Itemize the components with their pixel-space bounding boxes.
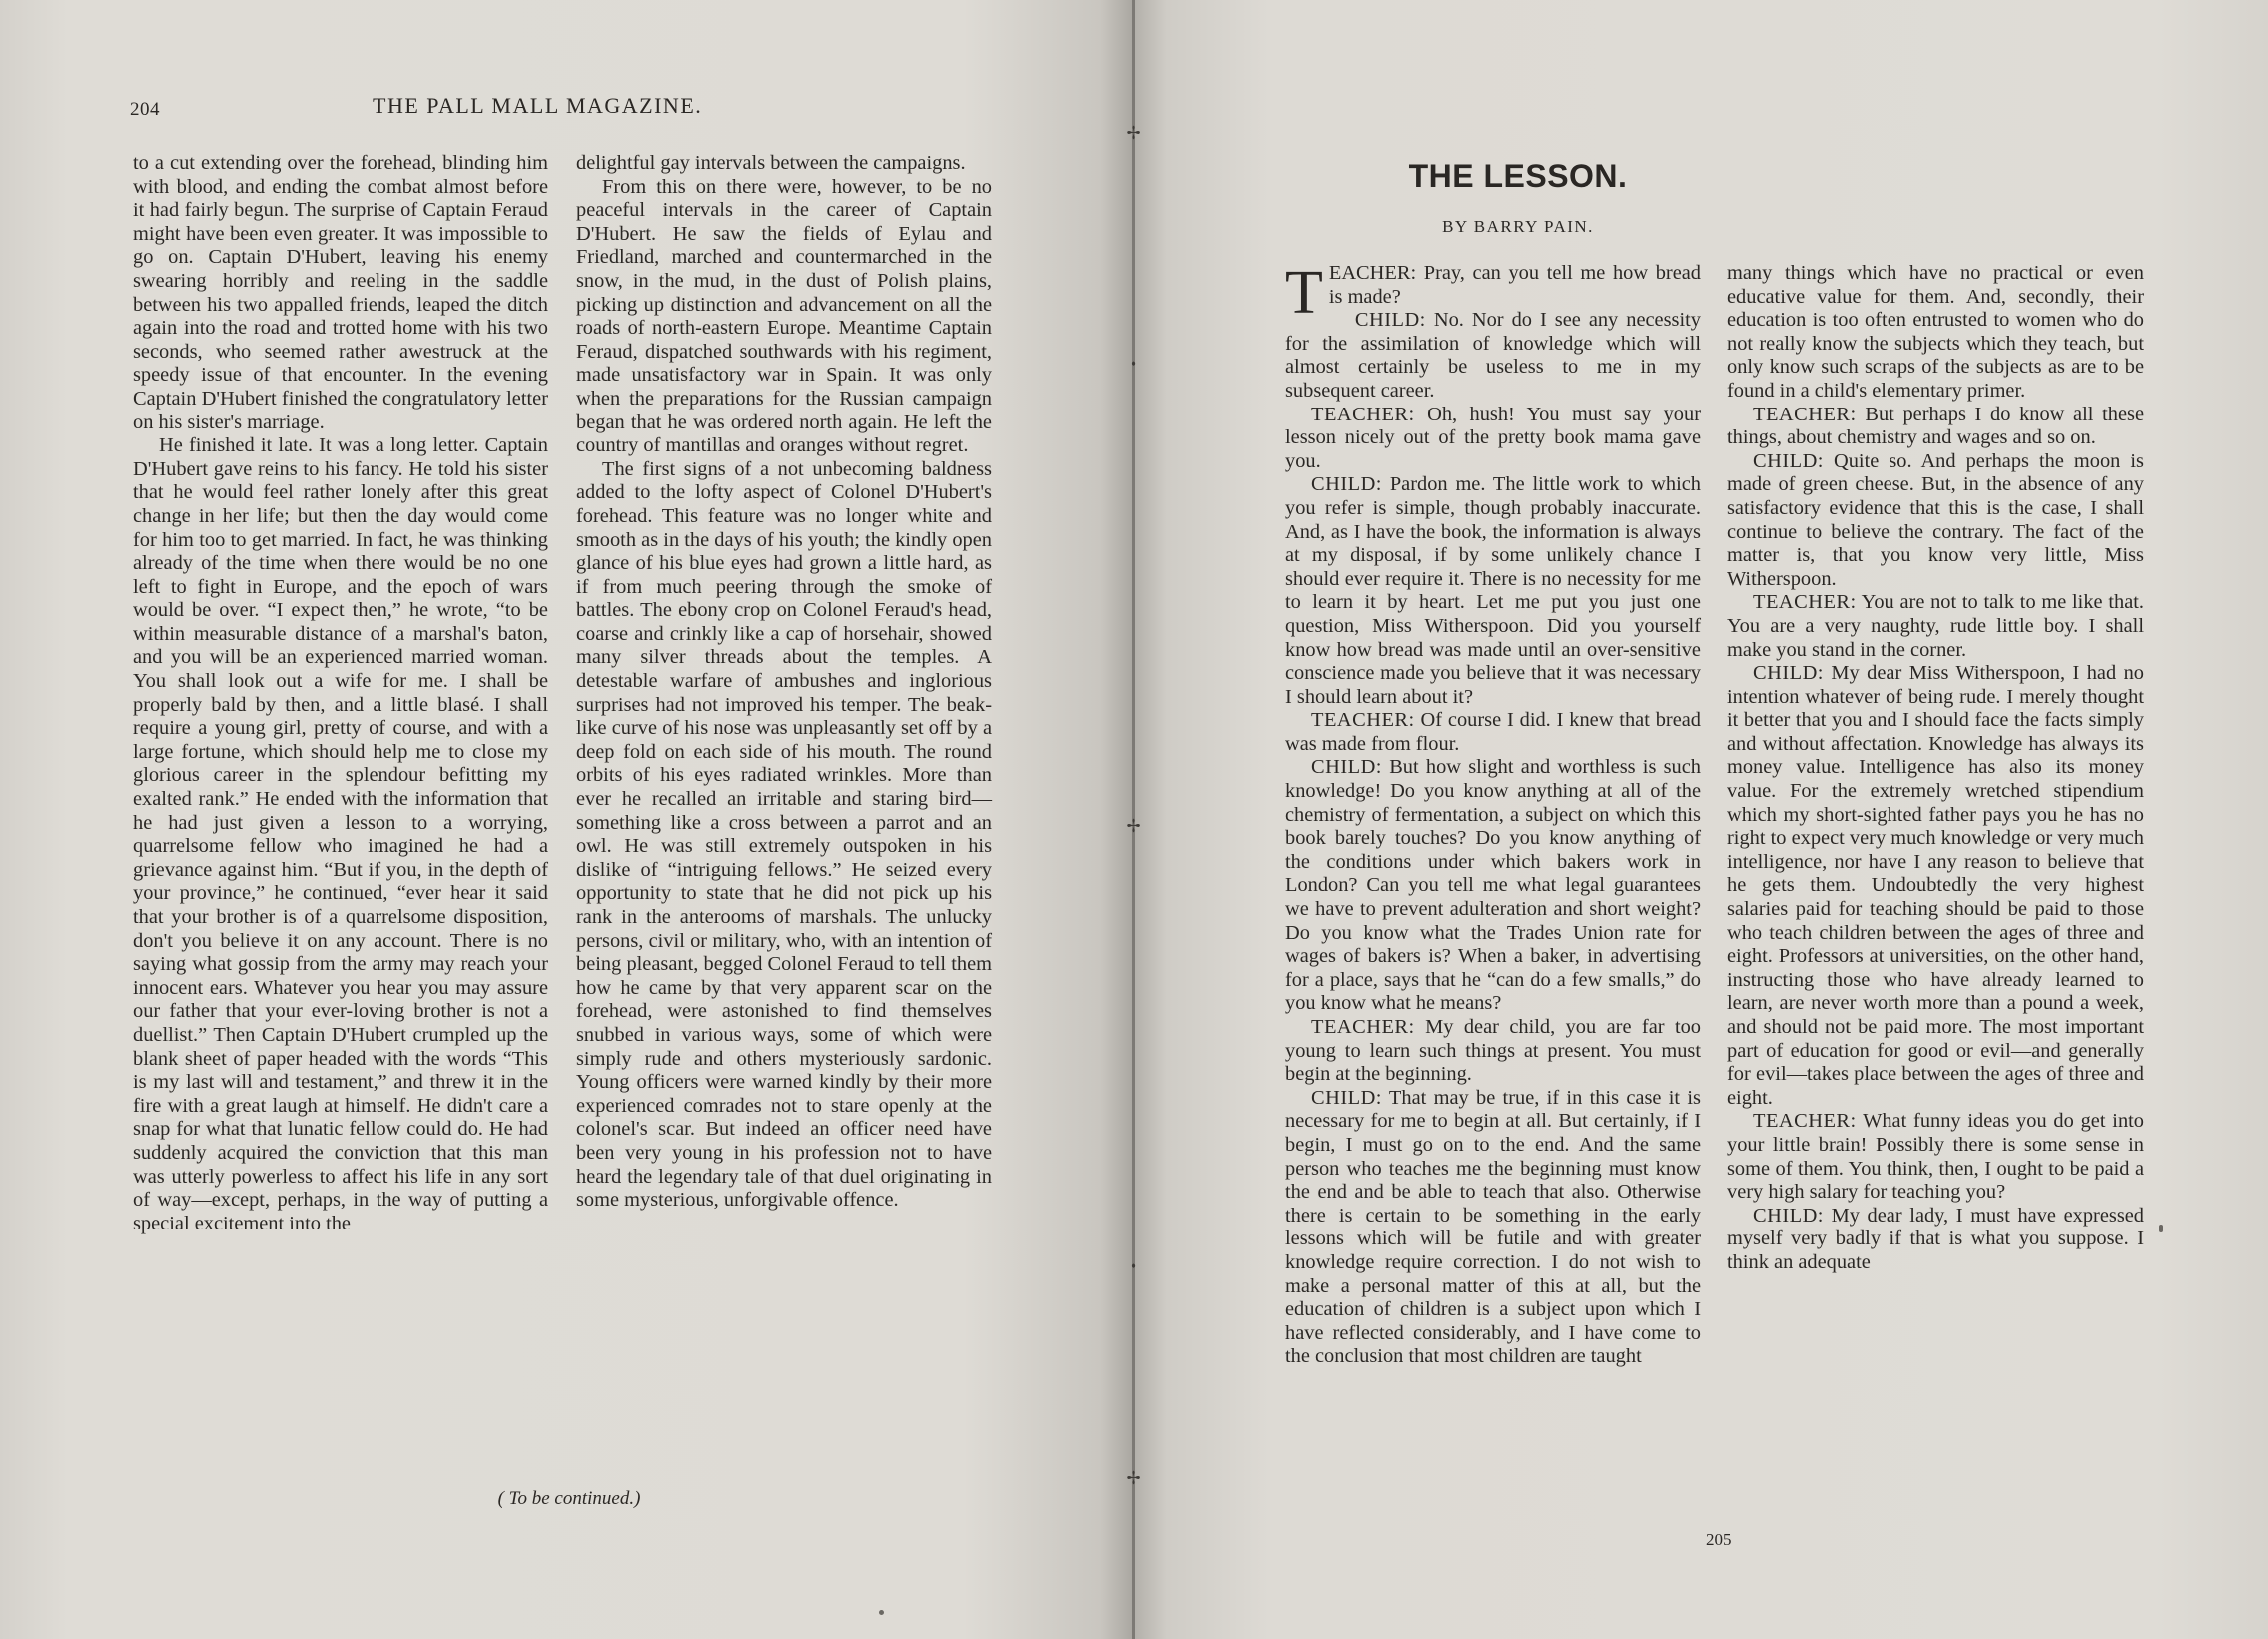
dialogue-paragraph: [1727, 591, 2144, 662]
left-column-2: [576, 152, 992, 1213]
speech-text: But perhaps I do know all these things, about chemistry and wages and so on.: [1727, 403, 2144, 449]
speech-text: many things which have no practical or even educative value for them. And, secondly, their education is too often entrusted to women who do not really know the subjects which they teach, but only know such scraps of the subjects as are to be found in a child's elementary primer.: [1727, 262, 2144, 402]
dialogue-paragraph: [1727, 262, 2144, 404]
dialogue-paragraph: [1727, 1110, 2144, 1204]
speaker-label: CHILD:: [1753, 449, 1824, 472]
speech-text: But how slight and worthless is such knowledge! Do you know anything at all of the chemistry of fermentation, a subject on which this book barely touches? Do you know anything of the conditions under which bakers work in London? Can you tell me what legal guarantees we have to prevent adulteration and short weight? Do you know what the Trades Union rate for wages of bakers is? When a baker, in advertising for a place, says that he “can do a few smalls,” do you know what he means?: [1285, 756, 1701, 1015]
dialogue-paragraph: [1727, 662, 2144, 1110]
speech-text: Quite so. And perhaps the moon is made of green cheese. But, in the absence of any satisfactory evidence that this is the case, I shall continue to believe the contrary. The fact of the matter is, that you know very little, Miss Witherspoon.: [1727, 449, 2144, 590]
dialogue-paragraph: [1285, 1087, 1701, 1369]
dialogue-paragraph: [1727, 450, 2144, 592]
paper-speck: [2159, 1225, 2163, 1232]
left-page-number: 204: [130, 99, 160, 120]
speaker-label: EACHER:: [1328, 262, 1424, 284]
speaker-label: CHILD:: [1311, 756, 1382, 779]
speaker-label: CHILD:: [1753, 662, 1824, 685]
paragraph: delightful gay intervals between the campaigns.: [576, 152, 966, 174]
article-byline: BY BARRY PAIN.: [1442, 217, 1594, 236]
speaker-label: CHILD:: [1753, 1204, 1824, 1227]
speaker-label: TEACHER:: [1311, 709, 1415, 732]
magazine-title: THE PALL MALL MAGAZINE.: [373, 93, 703, 118]
paragraph: From this on there were, however, to be no peaceful intervals in the career of Captain D'Hubert. He saw the fields of Eylau and Friedland, marched and countermarched in the snow, in the mud, in the dust of Polish plains, picking up distinction and advancement on all the roads of north-eastern Europe. Meantime Captain Feraud, dispatched southwards with his regiment, made unsatisfactory war in Spain. It was only when the preparations for the Russian campaign began that he was ordered north again. He left the country of mantillas and oranges without regret.: [576, 175, 992, 457]
dialogue-paragraph: [1285, 709, 1701, 756]
dialogue-paragraph: [1285, 309, 1701, 403]
drop-cap: T: [1285, 259, 1323, 327]
speech-text: No. Nor do I see any necessity for the assimilation of knowledge which will almost certainly be useless to me in my subsequent career.: [1285, 309, 1701, 402]
dialogue-paragraph: [1727, 404, 2144, 450]
speech-text: Of course I did. I knew that bread was made from flour.: [1285, 709, 1701, 755]
speaker-label: TEACHER:: [1753, 403, 1857, 425]
speaker-label: CHILD:: [1311, 1086, 1382, 1109]
right-page-number: 205: [1706, 1530, 1732, 1549]
dialogue-paragraph: [1285, 756, 1701, 1016]
binding-stitch: •: [1130, 354, 1137, 374]
binding-stitch: •: [1130, 1256, 1137, 1276]
paragraph: The first signs of a not unbecoming baldness added to the lofty aspect of Colonel D'Hubert's forehead. This feature was no longer white and smooth as in the days of his youth; the kindly open glance of his blue eyes had grown a little hard, as if from much peering through the smoke of battles. The ebony crop on Colonel Feraud's head, coarse and crinkly like a cap of horsehair, showed many silver threads about the temples. A detestable warfare of ambushes and inglorious surprises had not improved his temper. The beak-like curve of his nose was unpleasantly set off by a deep fold on each side of his mouth. The round orbits of his eyes radiated wrinkles. More than ever he recalled an irritable and staring bird—something like a cross between a parrot and an owl. He was still extremely outspoken in his dislike of “intriguing fellows.” He seized every opportunity to state that he did not pick up his rank in the anterooms of marshals. The unlucky persons, civil or military, who, with an intention of being pleasant, begged Colonel Feraud to tell them how he came by that very apparent scar on the forehead, were astonished to find themselves snubbed in various ways, some of which were simply rude and others mysteriously sardonic. Young officers were warned kindly by their more experienced comrades not to stare openly at the colonel's scar. But indeed an officer need have been very young in his profession not to have heard the legendary tale of that duel originating in some mysterious, unforgivable offence.: [576, 457, 992, 1212]
right-column-2: [1727, 262, 2144, 1275]
speech-text: That may be true, if in this case it is necessary for me to begin at all. But certainly, if I begin, I must go on to the end. And the same person who teaches me the beginning must know the end and be able to teach that also. Otherwise there is certain to be something in the early lessons which will be futile and with greater knowledge require correction. I do not wish to make a personal matter of this at all, but the education of children is a subject upon which I have reflected considerably, and I have come to the conclusion that most children are taught: [1285, 1086, 1701, 1368]
speaker-label: CHILD:: [1311, 473, 1382, 496]
speech-text: Pardon me. The little work to which you refer is simple, though probably inaccurate. And, as I have the book, the information is always at my disposal, if by some unlikely chance I should ever require it. There is no necessity for me to learn it by heart. Let me put you just one question, Miss Witherspoon. Did you yourself know how bread was made until an over-sensitive conscience made you believe that it was necessary I should learn about it?: [1285, 473, 1701, 708]
dialogue-paragraph: [1727, 1205, 2144, 1275]
binding-stitch: ✢: [1126, 1468, 1141, 1488]
speech-text: My dear child, you are far too young to learn such things at present. You must begin at the beginning.: [1285, 1016, 1702, 1086]
article-title: THE LESSON.: [1408, 158, 1628, 194]
speaker-label: TEACHER:: [1311, 1016, 1415, 1038]
binding-stitch: ✢: [1126, 816, 1141, 836]
speaker-label: CHILD:: [1354, 309, 1426, 332]
right-column-1: [1285, 259, 1702, 1369]
speech-text: My dear lady, I must have expressed myself very badly if that is what you suppose. I think an adequate: [1727, 1204, 2144, 1273]
dialogue-paragraph: [1285, 473, 1701, 709]
speaker-label: TEACHER:: [1753, 591, 1857, 614]
binding-stitch: ✢: [1126, 123, 1141, 143]
speech-text: Pray, can you tell me how bread is made?: [1328, 262, 1701, 308]
speech-text: What funny ideas you do get into your little brain! Possibly there is some sense in some of them. You think, then, I ought to be paid a very high salary for teaching you?: [1727, 1110, 2144, 1204]
speaker-label: TEACHER:: [1311, 403, 1415, 425]
speech-text: Oh, hush! You must say your lesson nicely out of the pretty book mama gave you.: [1285, 403, 1701, 472]
paragraph: He finished it late. It was a long letter. Captain D'Hubert gave reins to his fancy. He told his sister that he would feel rather lonely after this great change in her life; but then the day would come for him too to get married. In fact, he was thinking already of the time when there would be no one left to fight in Europe, and the epoch of wars would be over. “I expect then,” he wrote, “to be within measurable distance of a marshal's baton, and you will be an experienced married woman. You shall look out a wife for me. I shall be properly bald by then, and a little blasé. I shall require a young girl, pretty of course, and with a large fortune, which should help me to close my glorious career in the splendour befitting my exalted rank.” He ended with the information that he had just given a lesson to a worrying, quarrelsome fellow who imagined he had a grievance against him. “But if you, in the depth of your province,” he continued, “ever hear it said that your brother is of a quarrelsome disposition, don't you believe it on any account. There is no saying what gossip from the army may reach your innocent ears. Whatever you hear you may assure our father that your ever-loving brother is not a duellist.” Then Captain D'Hubert crumpled up the blank sheet of paper headed with the words “This is my last will and testament,” and threw it in the fire with a great laugh at himself. He didn't care a snap for what that lunatic fellow could do. He had suddenly acquired the conviction that this man was utterly powerless to affect his life in any sort of way—except, perhaps, in the way of putting a special excitement into the: [133, 434, 548, 1234]
paragraph: to a cut extending over the forehead, blinding him with blood, and ending the combat almost before it had fairly begun. The surprise of Captain Feraud might have been even greater. It was impossible to go on. Captain D'Hubert, leaving his enemy swearing horribly and reeling in the saddle between his two appalled friends, leaped the ditch again into the road and trotted home with his two seconds, who seemed rather awestruck at the speedy issue of that encounter. In the evening Captain D'Hubert finished the congratulatory letter on his sister's marriage.: [133, 152, 548, 433]
dialogue-paragraph: [1285, 404, 1701, 474]
speech-text: You are not to talk to me like that. You are a very naughty, rude little boy. I shall make you stand in the corner.: [1727, 591, 2145, 661]
paper-speck: [879, 1610, 884, 1615]
dialogue-paragraph: [1285, 1016, 1701, 1087]
speech-text: My dear Miss Witherspoon, I had no intention whatever of being rude. I merely thought it better that you and I should face the facts simply and without affectation. Knowledge has always its money value. Intelligence has also its money value. For the extremely wretched stipendium which my short-sighted father pays you he has no right to expect very much knowledge or very much intelligence, nor have I any reason to believe that he gets them. Undoubtedly the very highest salaries paid for teaching should be paid to those who teach children between the ages of three and eight. Professors at universities, on the other hand, instructing those who have already learned to learn, are never worth more than a pound a week, and should not be paid more. The most important part of education for good or evil—and generally for evil—takes place between the ages of three and eight.: [1727, 662, 2144, 1109]
left-column-1: [133, 152, 548, 1235]
speaker-label: TEACHER:: [1753, 1110, 1857, 1133]
to-be-continued-note: ( To be continued.): [497, 1488, 641, 1509]
